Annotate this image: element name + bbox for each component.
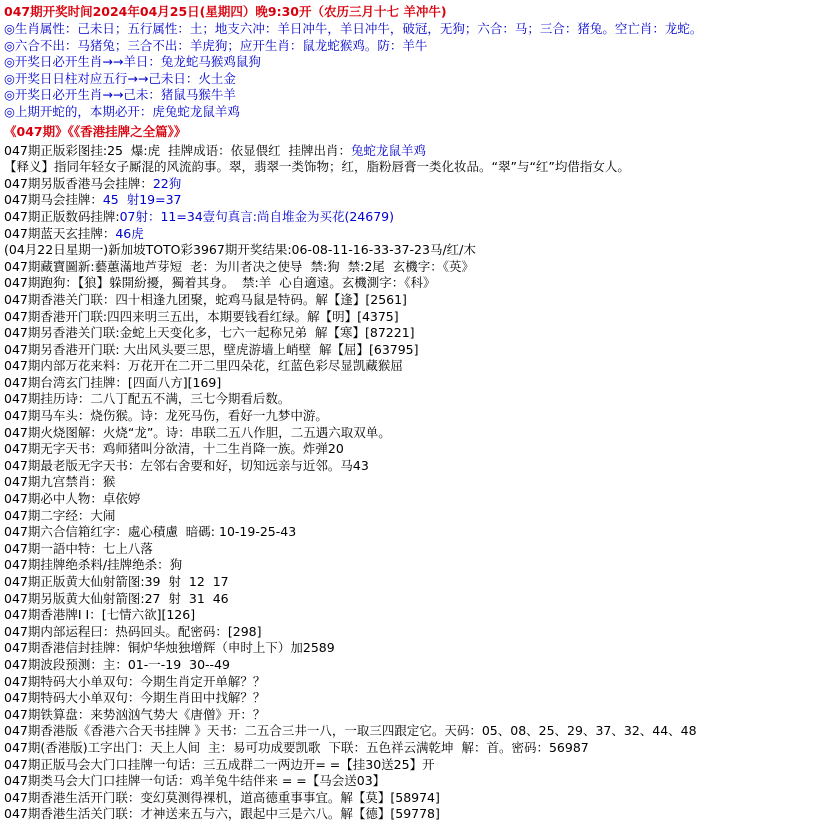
bulletin-line-text: 047期内部运程曰：热码回头。配密码：[298]	[4, 623, 262, 639]
bulletin-line	[4, 176, 814, 193]
bulletin-line	[4, 342, 814, 359]
bulletin-line	[4, 143, 814, 160]
body-block	[4, 142, 814, 823]
intro-line-text: ◎六合不出：马猪兔；三合不出：羊虎狗；应开生肖：鼠龙蛇猴鸡。防：羊牛	[4, 37, 428, 53]
bulletin-line	[4, 757, 814, 774]
bulletin-line	[4, 192, 814, 209]
intro-line	[4, 104, 814, 121]
bulletin-line	[4, 508, 814, 525]
intro-line	[4, 54, 814, 71]
bulletin-line	[4, 657, 814, 674]
bulletin-line	[4, 674, 814, 691]
bulletin-line-text: 047期挂历诗：二八丁配五不满，三七今期看后数。	[4, 391, 291, 407]
bulletin-line-text: 20	[327, 441, 344, 457]
page-title: 047期开奖时间2024年04月25日(星期四）晚9:30开（农历三月十七 羊冲牛)	[4, 4, 447, 19]
bulletin-line-text: 047期香港关门联：四十相逢九团聚，蛇鸡马鼠是特码。解【逢】[2561]	[4, 291, 407, 307]
bulletin-line	[4, 607, 814, 624]
bulletin-line	[4, 275, 814, 292]
bulletin-line-text: 047期正版数码挂牌:	[4, 208, 120, 224]
bulletin-line-text: 047期马车头：烧伤猴。诗：龙死马伤，看好一九梦中游。	[4, 408, 328, 424]
bulletin-line	[4, 790, 814, 807]
bulletin-line-text: 047期一語中特：七上八落	[4, 540, 153, 556]
bulletin-line-text: 047期最老版无字天书：左邻右舍要和好，切知远亲与近邻。马	[4, 457, 353, 473]
intro-block	[4, 21, 814, 121]
intro-line	[4, 71, 814, 88]
bulletin-line	[4, 557, 814, 574]
bulletin-line-text: 047期正版马会大门口挂牌一句话：三五成群二一两边开= =【挂30送25】开	[4, 756, 435, 772]
bulletin-line	[4, 292, 814, 309]
bulletin-line-text: 047期香港生活开门联：变幻莫测得裸机，道高德重事事宜。解【莫】[58974]	[4, 789, 440, 805]
bulletin-line-text: 047期六合信箱红字：處心積慮 暗碼: 10-19-25-43	[4, 524, 297, 540]
bulletin-line	[4, 226, 814, 243]
bulletin-line	[4, 159, 814, 176]
bulletin-line-text: 047期香港版《香港六合天书挂牌 》天书：二五合三井一八，一取三四跟定它。天码：05、08、25、29、37、32、44、48	[4, 723, 697, 739]
bulletin-line-text: 047期另香港开门联: 大出风头要三思，壁虎游墙上峭壁 解【屈】[63795]	[4, 341, 419, 357]
bulletin-line	[4, 491, 814, 508]
bulletin-line	[4, 391, 814, 408]
bulletin-line	[4, 707, 814, 724]
bulletin-line-text: 047期九宫禁肖：猴	[4, 474, 116, 490]
bulletin-line	[4, 773, 814, 790]
bulletin-line-text: 047期二字经：大闹	[4, 507, 116, 523]
bulletin-line	[4, 640, 814, 657]
bulletin-line-text: 047期波段预测：主：01-一-19 30--49	[4, 656, 230, 672]
intro-line-text: ◎上期开蛇的，本期必开：虎兔蛇龙鼠羊鸡	[4, 103, 240, 119]
bulletin-line-text: 047期另版香港马会挂牌：	[4, 175, 153, 191]
bulletin-line-text: 047期必中人物：卓依婷	[4, 491, 141, 507]
bulletin-line-text: 047期跑狗：【狼】躲開紛擾，獨着其身。 禁:羊 心自適遠。玄機測字：《科》	[4, 275, 436, 291]
bulletin-line	[4, 474, 814, 491]
bulletin-line	[4, 690, 814, 707]
bulletin-line-text: 047期藏寶圖新:藝蕙滿地芦芽短 老：为川者决之使导 禁:狗 禁:2尾 玄機字：《英》	[4, 258, 474, 274]
bulletin-line-text: 43	[352, 457, 369, 473]
bulletin-line-text: 047期挂牌绝杀料/挂牌绝杀：狗	[4, 557, 183, 573]
bulletin-line	[4, 325, 814, 342]
bulletin-line-text: 047期香港信封挂牌：铜炉华烛独增辉（申时上下）加2589	[4, 640, 335, 656]
bulletin-line-text: 047期蓝天玄挂牌：	[4, 225, 116, 241]
bulletin-line	[4, 574, 814, 591]
bulletin-line-text: 047期内部万花来料：万花开在二开二里四朵花，红蓝色彩尽显凯藏猴屈	[4, 358, 403, 374]
intro-line-text: ◎开奖日日柱对应五行→→己未日：火土金	[4, 70, 236, 86]
bulletin-line	[4, 541, 814, 558]
bulletin-line-text: 047期正版彩图挂:25 爆:虎 挂牌成语：依显偎红 挂牌出肖：	[4, 142, 352, 158]
bulletin-line-text: 047期马会挂牌：	[4, 192, 103, 208]
bulletin-line	[4, 591, 814, 608]
bulletin-line	[4, 740, 814, 757]
intro-line	[4, 87, 814, 104]
bulletin-line	[4, 408, 814, 425]
bulletin-line	[4, 524, 814, 541]
intro-line	[4, 38, 814, 55]
bulletin-line-text: 047期类马会大门口挂牌一句话：鸡羊兔牛结伴来 = =【马会送03】	[4, 773, 386, 789]
bulletin-line-text: 22狗	[152, 175, 182, 191]
bulletin-line-text: 46虎	[115, 225, 144, 241]
bulletin-line-text: 047期(香港版)工字出门：天上人间 主：易可功成要凯歌 下联：五色祥云满乾坤 解：首。密码：56987	[4, 739, 589, 755]
bulletin-line-text: 047期铁算盘：来势汹汹气势大《唐僧》开：？	[4, 706, 266, 722]
bulletin-line	[4, 806, 814, 823]
bulletin-line	[4, 723, 814, 740]
bulletin-line	[4, 209, 814, 226]
intro-line-text: ◎开奖日必开生肖→→羊日：兔龙蛇马猴鸡鼠狗	[4, 54, 261, 70]
bulletin-line	[4, 624, 814, 641]
bulletin-line-text: 047期香港生活关门联：才神送来五与六，跟起中三是六八。解【德】[59778]	[4, 806, 440, 822]
bulletin-line-text: (04月22日星期一)新加坡TOTO彩3967期开奖结果:06-08-11-16-33-37-23马/红/木	[4, 242, 476, 258]
bulletin-line	[4, 259, 814, 276]
bulletin-line-text: 047期香港开门联:四四来明三五出，本期要钱看红绿。解【明】[4375]	[4, 308, 399, 324]
bulletin-line-text: 047期火烧图解：火烧“龙”。诗：串联二五八作胆，二五遇六取双单。	[4, 424, 391, 440]
intro-line-text: ◎开奖日必开生肖→→己未：猪鼠马猴牛羊	[4, 87, 236, 103]
bulletin-line	[4, 309, 814, 326]
bulletin-line-text: 【释义】指同年轻女子厮混的风流韵事。翠，翡翠一类饰物；红，脂粉唇膏一类化妆品。“翠”与“红”均借指女人。	[4, 159, 630, 175]
bulletin-line-text: 047期另版黄大仙射箭图:27 射 31 46	[4, 590, 229, 606]
section-title: 《047期》《《香港挂牌之全篇》》	[4, 123, 187, 139]
bulletin-line	[4, 358, 814, 375]
bulletin-line	[4, 441, 814, 458]
bulletin-line-text: 047期无字天书：鸡师猪叫分欲清，十二生肖降一族。炸弹	[4, 441, 328, 457]
bulletin-line-text: 047期特码大小单双句：今期生肖田中找解？？	[4, 690, 266, 706]
bulletin-line-text: 兔蛇龙鼠羊鸡	[351, 142, 427, 158]
bulletin-line	[4, 425, 814, 442]
bulletin-line	[4, 242, 814, 259]
bulletin-line	[4, 375, 814, 392]
intro-line-text: ◎生肖属性：己未日；五行属性：土；地支六冲：羊日冲牛，羊日冲牛，破冠，无狗；六合：马；三合：猪兔。空亡肖：龙蛇。	[4, 21, 703, 36]
bulletin-line-text: 047期台湾玄门挂牌：[四面八方][169]	[4, 374, 222, 390]
bulletin-line-text: 047期香港牌I I：[七情六欲][126]	[4, 607, 196, 623]
bulletin-line-text: 047期另香港关门联:金蛇上天变化多，七六一起称兄弟 解【寒】[87221]	[4, 325, 415, 341]
bulletin-line-text: 047期正版黄大仙射箭图:39 射 12 17	[4, 574, 229, 589]
bulletin-line-text: 45 射19=37	[102, 192, 182, 208]
bulletin-line	[4, 458, 814, 475]
bulletin-line-text: 047期特码大小单双句：今期生肖定开单解？？	[4, 673, 266, 689]
bulletin-line-text: 07射：11=34壹句真言:尚自堆金为买花(24679)	[119, 208, 394, 224]
intro-line	[4, 21, 814, 38]
